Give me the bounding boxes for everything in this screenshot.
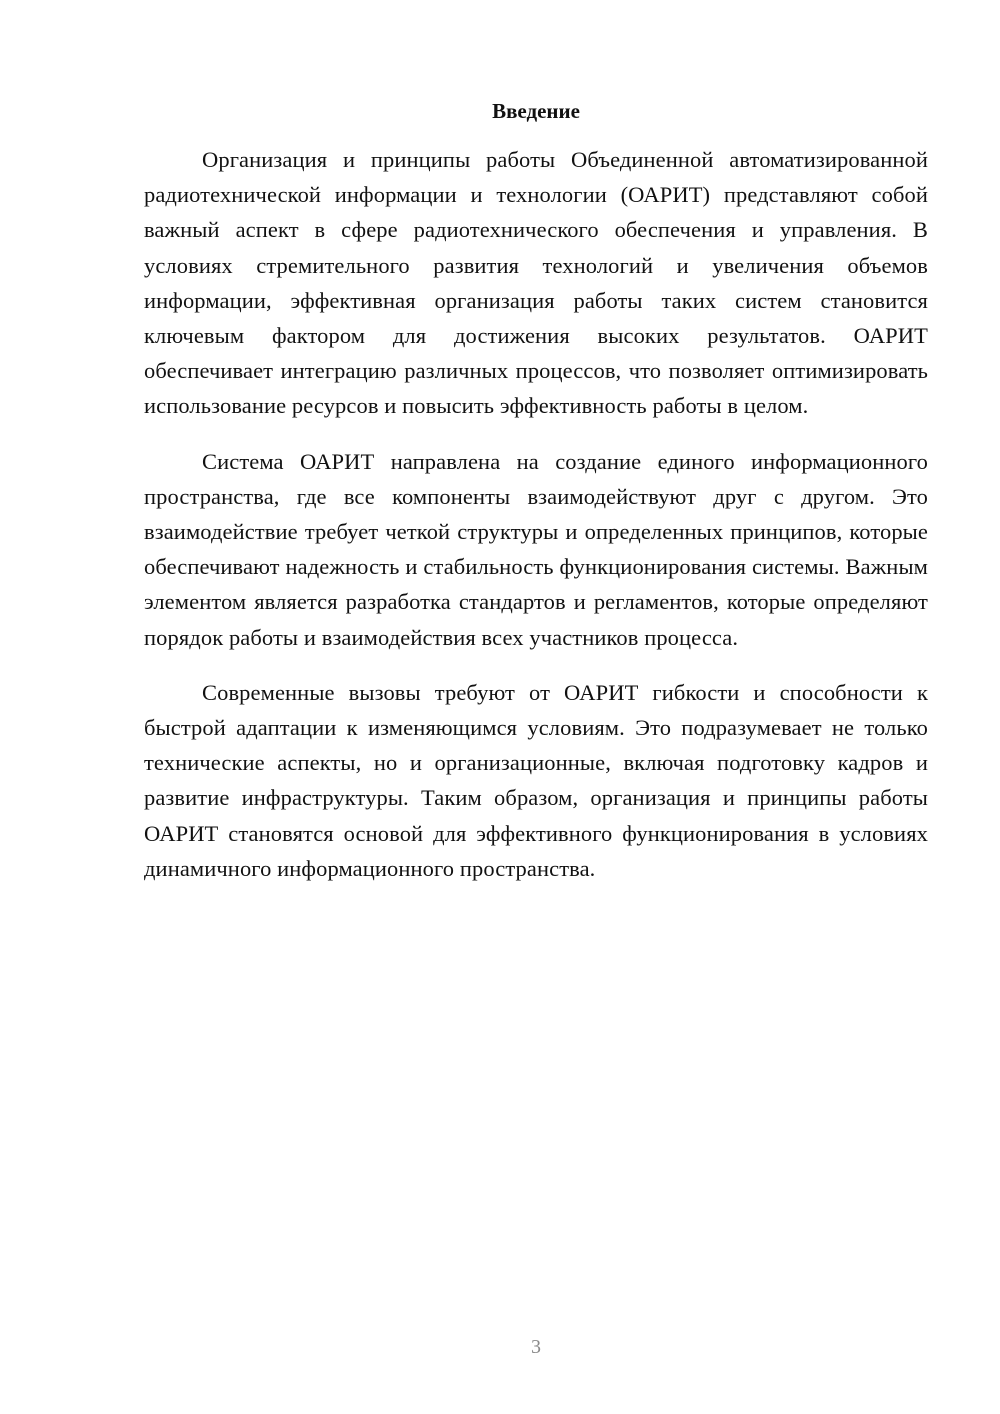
paragraph-3: Современные вызовы требуют от ОАРИТ гибкости и способности к быстрой адаптации к изменяющимся условиям. Это подразумевает не только технические аспекты, но и организационные, включая подготовку кадров и развитие инфраструктуры. Таким образом, организация и принципы работы ОАРИТ становятся основой для эффективного функционирования в условиях динамичного информационного пространства. [144,679,928,881]
document-body [144,142,928,886]
section-heading: Введение [492,99,580,123]
page-number: 3 [531,1336,541,1358]
paragraph-1: Организация и принципы работы Объединенной автоматизированной радиотехнической информации и технологии (ОАРИТ) представляют собой важный аспект в сфере радиотехнического обеспечения и управления. В условиях стремительного развития технологий и увеличения объемов информации, эффективная организация работы таких систем становится ключевым фактором для достижения высоких результатов. ОАРИТ обеспечивает интеграцию различных процессов, что позволяет оптимизировать использование ресурсов и повысить эффективность работы в целом. [144,147,928,419]
paragraph-2: Система ОАРИТ направлена на создание единого информационного пространства, где все компоненты взаимодействуют друг с другом. Это взаимодействие требует четкой структуры и определенных принципов, которые обеспечивают надежность и стабильность функционирования системы. Важным элементом является разработка стандартов и регламентов, которые определяют порядок работы и взаимодействия всех участников процесса. [144,448,928,650]
